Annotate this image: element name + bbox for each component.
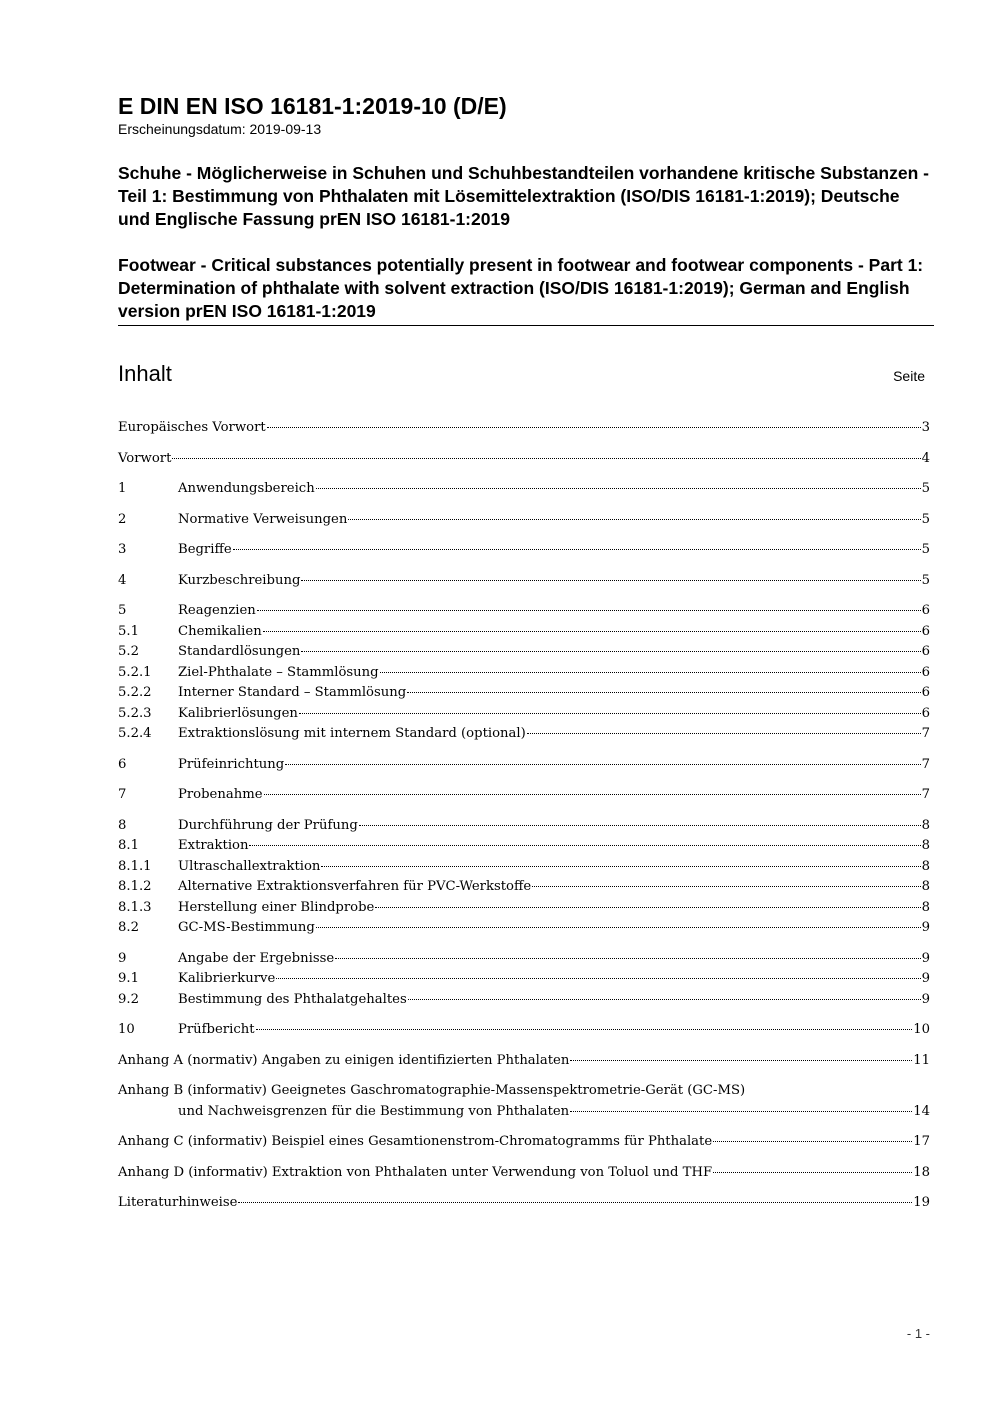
toc-entry[interactable] [118, 663, 930, 684]
toc-entry[interactable] [118, 622, 930, 643]
toc-entry-title: Ziel-Phthalate – Stammlösung [178, 664, 379, 680]
page-number: - 1 - [906, 1326, 930, 1341]
toc-entry-page: 6 [921, 603, 930, 618]
toc-entry-page: 5 [921, 511, 930, 527]
toc-entry-number: 7 [118, 787, 127, 802]
toc-leader-dots [301, 580, 920, 581]
toc-entry-page: 6 [921, 685, 930, 700]
toc-entry[interactable] [118, 601, 930, 622]
toc-entry-title: Anwendungsbereich [178, 481, 315, 496]
publication-date: Erscheinungsdatum: 2019-09-13 [118, 121, 322, 137]
toc-entry-number: 2 [118, 511, 127, 527]
toc-entry-number: 8.1.2 [118, 879, 152, 894]
toc-entry-number: 8 [118, 817, 127, 833]
toc-entry-page: 8 [921, 858, 930, 874]
toc-entry-title: Europäisches Vorwort [118, 420, 266, 435]
toc-entry-title: Vorwort [118, 450, 172, 466]
toc-entry-title: Probenahme [178, 787, 263, 802]
toc-entry-page: 5 [921, 572, 930, 588]
toc-entry-title: Normative Verweisungen [178, 511, 348, 527]
toc-entry[interactable] [118, 449, 930, 470]
toc-leader-dots [299, 713, 921, 714]
toc-entry[interactable] [118, 755, 930, 776]
toc-heading: Inhalt [118, 361, 172, 386]
toc-entry-number: 5.1 [118, 623, 139, 639]
toc-entry-title: Chemikalien [178, 623, 262, 639]
toc-entry-number: 4 [118, 572, 127, 588]
toc-entry-title: Herstellung einer Blindprobe [178, 899, 375, 915]
toc-entry-number: 10 [118, 1022, 135, 1037]
toc-entry-page: 7 [921, 756, 930, 772]
toc-entry[interactable] [118, 1020, 930, 1041]
toc-entry-page: 4 [921, 450, 930, 466]
toc-page-label: Seite [893, 368, 925, 384]
toc-entry-page: 14 [913, 1103, 930, 1119]
toc-entry-page: 5 [921, 481, 930, 496]
toc-leader-dots [532, 886, 920, 887]
toc-entry[interactable] [118, 877, 930, 898]
toc-leader-dots [359, 825, 921, 826]
toc-entry-number: 9 [118, 950, 127, 966]
toc-entry[interactable] [118, 949, 930, 970]
toc-entry-title: Ultraschallextraktion [178, 858, 321, 874]
toc-leader-dots [256, 1029, 913, 1030]
toc-entry-annex-a[interactable] [118, 1051, 930, 1072]
toc-entry[interactable] [118, 785, 930, 806]
toc-entry[interactable] [118, 918, 930, 939]
toc-entry-title-continued: und Nachweisgrenzen für die Bestimmung von Phthalaten [178, 1103, 570, 1119]
toc-entry-title: Prüfbericht [178, 1022, 255, 1037]
toc-leader-dots [263, 631, 921, 632]
toc-entry[interactable] [118, 816, 930, 837]
toc-entry-number: 8.1.1 [118, 858, 152, 874]
toc-entry-title: Extraktionslösung mit internem Standard (optional) [178, 726, 526, 741]
toc-entry-annex-b[interactable] [118, 1081, 930, 1122]
toc-leader-dots [713, 1172, 912, 1173]
toc-entry[interactable] [118, 969, 930, 990]
toc-leader-dots [316, 927, 921, 928]
toc-leader-dots [348, 519, 920, 520]
toc-leader-dots [380, 672, 921, 673]
toc-entry-page: 8 [921, 899, 930, 915]
toc-entry-annex-c[interactable] [118, 1132, 930, 1153]
toc-entry-title: Interner Standard – Stammlösung [178, 685, 407, 700]
toc-entry-number: 8.2 [118, 920, 139, 935]
toc-leader-dots [264, 794, 921, 795]
toc-entry[interactable] [118, 418, 930, 439]
toc-entry-number: 9.2 [118, 991, 139, 1007]
toc-leader-dots [335, 958, 920, 959]
toc-entry-title: Begriffe [178, 542, 232, 557]
toc-entry-title: GC-MS-Bestimmung [178, 920, 315, 935]
document-id: E DIN EN ISO 16181-1:2019-10 (D/E) [118, 93, 507, 119]
toc-leader-dots [570, 1111, 912, 1112]
toc-leader-dots [407, 692, 920, 693]
document-header [118, 92, 934, 326]
toc-entry-number: 1 [118, 481, 127, 496]
toc-leader-dots [249, 845, 920, 846]
toc-entry[interactable] [118, 540, 930, 561]
toc-entry-page: 7 [921, 726, 930, 741]
toc-entry-number: 5.2.1 [118, 664, 152, 680]
toc-entry-title: Alternative Extraktionsverfahren für PVC-Werkstoffe [178, 879, 532, 894]
toc-entry[interactable] [118, 704, 930, 725]
toc-entry[interactable] [118, 510, 930, 531]
toc-entry-number: 5.2 [118, 644, 139, 659]
toc-entry-page: 18 [913, 1164, 930, 1180]
toc-entry[interactable] [118, 683, 930, 704]
toc-entry-page: 9 [921, 971, 930, 986]
toc-entry-number: 5 [118, 603, 127, 618]
toc-entry-title: Literaturhinweise [118, 1195, 238, 1210]
toc-leader-dots [267, 427, 921, 428]
toc-entry-page: 6 [921, 623, 930, 639]
toc-leader-dots [238, 1202, 912, 1203]
toc-entry-title: Anhang A (normativ) Angaben zu einigen identifizierten Phthalaten [118, 1052, 570, 1068]
toc-entry-number: 9.1 [118, 971, 139, 986]
toc-entry-line [118, 1081, 930, 1102]
toc-leader-dots [408, 999, 921, 1000]
toc-leader-dots [233, 549, 921, 550]
table-of-contents [118, 418, 930, 1214]
toc-entry[interactable] [118, 642, 930, 663]
toc-entry-title: Anhang D (informativ) Extraktion von Phthalaten unter Verwendung von Toluol und THF [118, 1164, 713, 1180]
toc-leader-dots [375, 907, 920, 908]
toc-entry-title: Kalibrierkurve [178, 971, 276, 986]
toc-leader-dots [301, 651, 920, 652]
title-german: Schuhe - Möglicherweise in Schuhen und Schuhbestandteilen vorhandene kritische Substanzen - Teil 1: Bestimmung von Phthalaten mit Lösemittelextraktion (ISO/DIS 16181-1:2019); Deutsche und Englische Fassung prEN ISO 16181-1:2019 [118, 163, 929, 229]
toc-leader-dots [570, 1060, 912, 1061]
toc-entry[interactable] [118, 571, 930, 592]
toc-entry-title: Bestimmung des Phthalatgehaltes [178, 991, 407, 1007]
toc-entry[interactable] [118, 857, 930, 878]
toc-entry-page: 6 [921, 644, 930, 659]
toc-leader-dots [257, 610, 921, 611]
toc-entry-page: 6 [921, 664, 930, 680]
toc-entry[interactable] [118, 479, 930, 500]
toc-entry-page: 8 [921, 838, 930, 853]
toc-entry-title: Kurzbeschreibung [178, 572, 301, 588]
toc-entry-page: 3 [921, 420, 930, 435]
toc-entry-page: 6 [921, 705, 930, 721]
toc-leader-dots [527, 733, 921, 734]
toc-entry[interactable] [118, 990, 930, 1011]
title-english: Footwear - Critical substances potentially present in footwear and footwear components - Part 1: Determination of phthalate with solvent extraction (ISO/DIS 16181-1:2019); German and English version prEN ISO 16181-1:2019 [118, 254, 934, 326]
toc-leader-dots [276, 978, 920, 979]
toc-entry-title: Reagenzien [178, 603, 256, 618]
toc-entry-title: Prüfeinrichtung [178, 756, 285, 772]
toc-entry-bibliography[interactable] [118, 1193, 930, 1214]
toc-entry[interactable] [118, 836, 930, 857]
toc-leader-dots [713, 1141, 912, 1142]
toc-entry-title: Anhang C (informativ) Beispiel eines Gesamtionenstrom-Chromatogramms für Phthalate [118, 1134, 713, 1149]
toc-entry-number: 8.1.3 [118, 899, 152, 915]
toc-entry-line [118, 1102, 930, 1123]
toc-entry-page: 9 [921, 991, 930, 1007]
toc-entry-title: Extraktion [178, 838, 249, 853]
toc-entry-page: 10 [913, 1022, 930, 1037]
toc-entry-page: 19 [913, 1195, 930, 1210]
toc-entry-title: Standardlösungen [178, 644, 301, 659]
toc-entry-page: 8 [921, 817, 930, 833]
toc-entry-title: Kalibrierlösungen [178, 705, 298, 721]
toc-entry[interactable] [118, 898, 930, 919]
toc-leader-dots [172, 458, 920, 459]
toc-entry-page: 9 [921, 920, 930, 935]
toc-entry-page: 5 [921, 542, 930, 557]
toc-entry[interactable] [118, 724, 930, 745]
toc-entry-number: 5.2.3 [118, 705, 152, 721]
toc-entry-title: Angabe der Ergebnisse [178, 950, 335, 966]
toc-entry-number: 3 [118, 542, 127, 557]
toc-entry-page: 17 [913, 1134, 930, 1149]
toc-entry-title: Durchführung der Prüfung [178, 817, 358, 833]
toc-entry-page: 9 [921, 950, 930, 966]
toc-entry-number: 5.2.4 [118, 726, 152, 741]
toc-leader-dots [321, 866, 920, 867]
toc-entry-annex-d[interactable] [118, 1163, 930, 1184]
toc-leader-dots [285, 764, 920, 765]
toc-entry-number: 5.2.2 [118, 685, 152, 700]
toc-entry-page: 8 [921, 879, 930, 894]
toc-entry-page: 7 [921, 787, 930, 802]
toc-leader-dots [316, 488, 921, 489]
toc-entry-page: 11 [913, 1052, 930, 1068]
toc-entry-number: 8.1 [118, 838, 139, 853]
toc-entry-number: 6 [118, 756, 127, 772]
toc-entry-title: Anhang B (informativ) Geeignetes Gaschromatographie-Massenspektrometrie-Gerät (GC-MS) [118, 1083, 746, 1098]
